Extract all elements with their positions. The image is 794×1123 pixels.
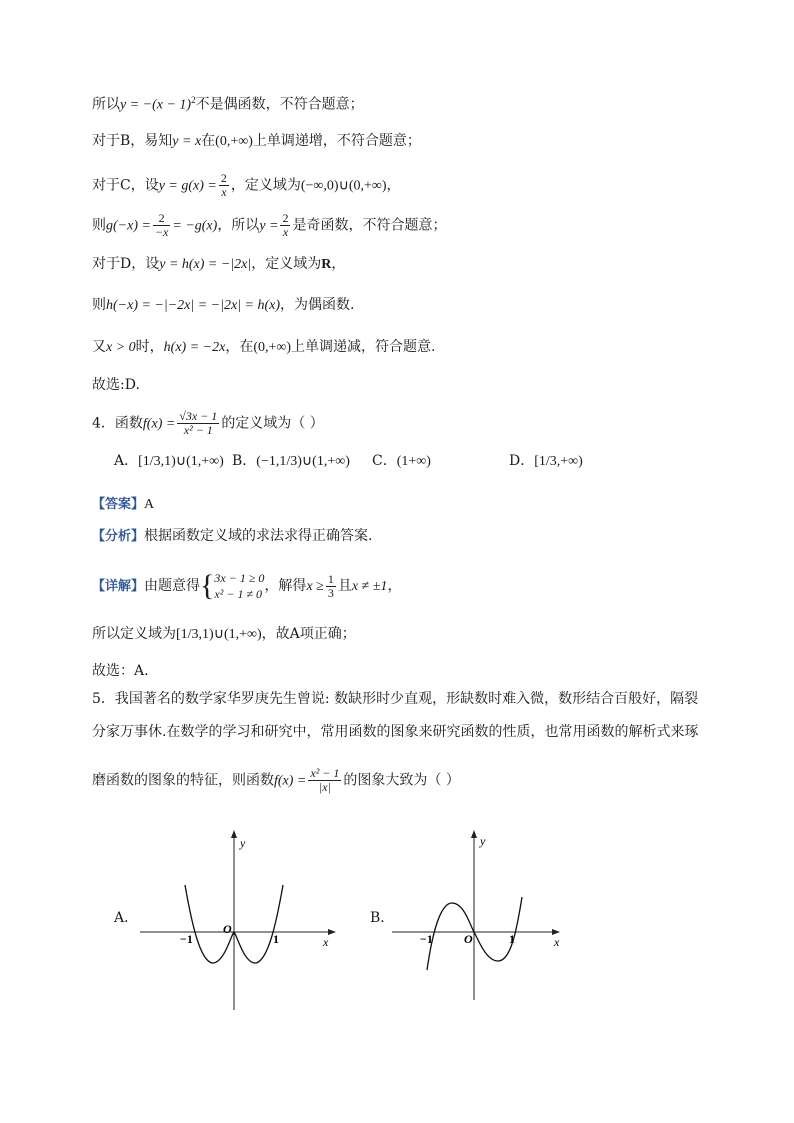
- graph-a-label: A．: [114, 910, 139, 926]
- denominator: x² − 1: [183, 423, 213, 437]
- text: ，: [386, 177, 401, 194]
- text: 由题意得: [144, 578, 201, 594]
- numerator: 2: [153, 212, 170, 226]
- text: ，为偶函数.: [280, 297, 355, 313]
- numerator: 2: [220, 171, 227, 185]
- equation: x² − 1 ≠ 0: [214, 587, 263, 601]
- math-expression: g(−x) =: [106, 218, 151, 234]
- fraction: [153, 212, 170, 239]
- text: 对于B，易知: [92, 133, 173, 149]
- question-5-line-3: [92, 767, 460, 794]
- text-line-4: [92, 212, 446, 239]
- conclusion-line: [92, 624, 356, 645]
- question-5-line-2: 分家万事休.在数学的学习和研究中，常用函数的图象来研究函数的性质，也常用函数的解析式来琢: [92, 724, 699, 740]
- origin-label: O: [464, 932, 473, 946]
- text-line-2: [92, 131, 421, 152]
- choice-content: (−1,1/3)∪(1,+∞): [256, 454, 350, 469]
- denominator: x: [221, 185, 227, 199]
- text-line-1: [92, 90, 364, 116]
- system-brace: {: [200, 569, 215, 602]
- graph-b: [392, 825, 572, 1005]
- text: ，在: [225, 339, 254, 355]
- text: ，定义域为: [251, 256, 322, 272]
- text: 则: [92, 297, 106, 313]
- y-axis-arrow: [231, 830, 237, 838]
- text: 所以: [92, 96, 120, 113]
- detail-tag: 【详解】: [92, 579, 145, 594]
- text: 对于D，设: [92, 256, 160, 272]
- text: 时，: [135, 339, 164, 355]
- fraction: [326, 573, 336, 600]
- denominator: x: [282, 225, 289, 239]
- fraction: [177, 410, 219, 437]
- choice-a: [114, 450, 224, 470]
- x-axis-arrow: [328, 929, 336, 935]
- text: 是奇函数，不符合题意；: [292, 217, 447, 234]
- text-line-3: [92, 172, 401, 199]
- math-expression: h(−x) = −|−2x| = −|2x| = h(x): [106, 298, 281, 313]
- math-expression: y = g(x) =: [158, 178, 217, 194]
- text: ，: [331, 256, 346, 272]
- math-interval: (0,+∞): [215, 134, 253, 149]
- text: 磨函数的图象的特征，则函数: [92, 772, 274, 789]
- tick-label-pos1: 1: [273, 932, 279, 946]
- choice-content: [1/3,+∞): [534, 454, 583, 469]
- answer-line: [92, 494, 154, 515]
- numerator: √3x − 1: [179, 409, 218, 423]
- math-interval: (0,+∞): [253, 340, 292, 355]
- text: 上单调递增，不符合题意；: [252, 133, 421, 149]
- math-expression: = −g(x): [172, 218, 218, 234]
- text: 对于C，设: [92, 177, 159, 194]
- text-line-8: 故选:D.: [92, 377, 140, 393]
- origin-label: O: [223, 922, 232, 936]
- choice-c: [372, 450, 431, 470]
- analysis-tag: 【分析】: [92, 529, 145, 544]
- graph-a: [140, 825, 340, 1015]
- text: ，故A项正确；: [261, 626, 356, 642]
- numerator: 2: [282, 211, 289, 225]
- real-numbers-symbol: R: [321, 257, 332, 272]
- text-line-5: [92, 254, 345, 275]
- question-4-stem: [92, 410, 324, 437]
- text-line-7: [92, 337, 435, 358]
- text: 的定义域为（ ）: [221, 415, 324, 432]
- equation: 3x − 1 ≥ 0: [214, 571, 265, 585]
- math-expression: y = x: [172, 134, 202, 149]
- math-expression: x ≠ ±1: [351, 579, 388, 594]
- tick-label-pos1: 1: [509, 932, 515, 946]
- detail-line: [92, 570, 401, 602]
- numerator: x² − 1: [310, 766, 340, 780]
- numerator: 1: [327, 571, 334, 586]
- math-expression: y = −(x − 1): [120, 97, 192, 113]
- text: 则: [92, 217, 106, 234]
- y-label: y: [240, 836, 246, 850]
- math-interval: [1/3,1)∪(1,+∞): [176, 627, 262, 642]
- select-line: 故选：A.: [92, 663, 149, 679]
- text: ，定义域为: [230, 177, 301, 194]
- denominator: −x: [154, 225, 169, 239]
- text: 不是偶函数，不符合题意；: [195, 96, 364, 113]
- graph-b-label: B．: [370, 910, 395, 926]
- math-expression: h(x) = −2x: [163, 340, 226, 355]
- denominator: 3: [327, 585, 334, 600]
- x-label: x: [323, 935, 329, 949]
- equation-system: [214, 570, 264, 602]
- choice-label: C．: [372, 453, 397, 469]
- choice-label: D．: [509, 453, 535, 469]
- text: ，所以: [217, 217, 260, 234]
- text: 的图象大致为（ ）: [343, 772, 460, 789]
- choice-label: A．: [114, 453, 139, 469]
- choice-b: [232, 450, 350, 470]
- math-expression: x > 0: [106, 340, 136, 355]
- text: 又: [92, 339, 106, 355]
- math-expression: f(x) =: [274, 773, 307, 789]
- question-number: 4．函数: [92, 415, 143, 432]
- text: ，: [387, 578, 402, 594]
- text: 所以定义域为: [92, 626, 176, 642]
- choice-d: [509, 450, 583, 470]
- choice-content: (1+∞): [396, 454, 431, 469]
- math-expression: f(x) =: [142, 416, 176, 432]
- math-expression: y = h(x) = −|2x|: [159, 257, 252, 272]
- analysis-text: 根据函数定义域的求法求得正确答案.: [144, 528, 373, 544]
- answer-value: A: [144, 497, 155, 512]
- question-5-line-1: 5．我国著名的数学家华罗庚先生曾说: 数缺形时少直观，形缺数时难入微，数形结合百般好，隔裂: [92, 691, 699, 707]
- text: ，解得: [264, 578, 307, 594]
- fraction: [308, 767, 341, 794]
- text-line-6: [92, 295, 354, 316]
- y-label: y: [480, 834, 486, 848]
- math-expression: y =: [259, 218, 279, 234]
- tick-label-neg1: −1: [180, 932, 193, 946]
- fraction: [280, 212, 290, 239]
- math-expression: x ≥: [306, 579, 324, 594]
- fraction: [219, 172, 229, 199]
- text: 上单调递减，符合题意.: [291, 339, 436, 355]
- math-interval: (−∞,0)∪(0,+∞): [300, 178, 387, 194]
- y-axis-arrow: [471, 830, 477, 838]
- text: 在: [201, 133, 216, 149]
- analysis-line: [92, 526, 372, 547]
- denominator: |x|: [318, 780, 331, 794]
- answer-tag: 【答案】: [92, 497, 145, 512]
- choice-label: B．: [232, 453, 257, 469]
- choice-content: [1/3,1)∪(1,+∞): [138, 454, 224, 469]
- tick-label-neg1: −1: [420, 932, 433, 946]
- exponent: 2: [191, 95, 196, 105]
- x-label: x: [554, 935, 560, 949]
- text: 且: [337, 578, 352, 594]
